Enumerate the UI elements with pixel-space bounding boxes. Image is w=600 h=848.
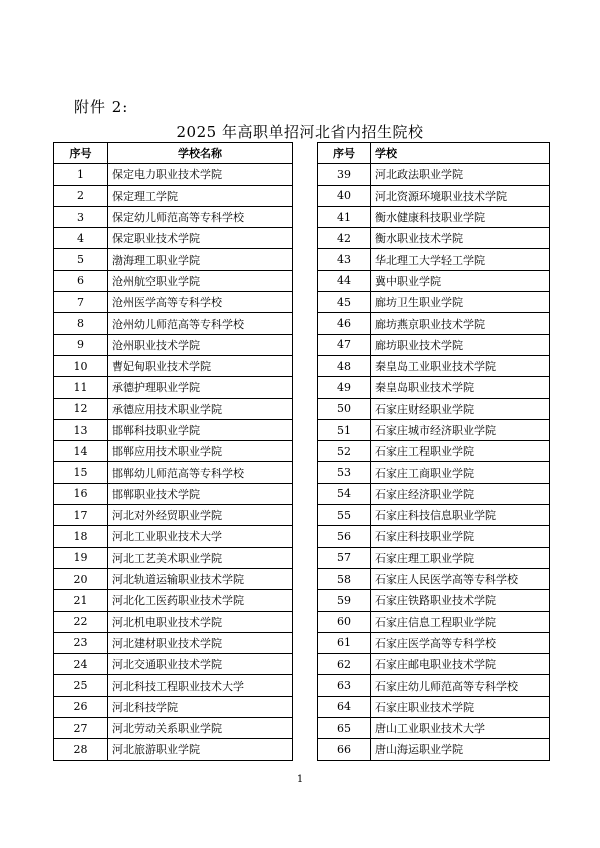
row-serial: 16 [54,483,108,504]
header-school-name: 学校名称 [108,143,293,164]
row-serial: 43 [318,249,371,270]
row-serial: 60 [318,611,371,632]
table-row [318,568,550,589]
row-serial: 18 [54,526,108,547]
row-school-name: 唐山海运职业学院 [371,739,550,760]
row-school-name: 石家庄经济职业学院 [371,483,550,504]
row-school-name: 河北对外经贸职业学院 [108,505,293,526]
table-row [54,568,293,589]
row-school-name: 石家庄职业技术学院 [371,696,550,717]
table-row [318,505,550,526]
row-serial: 59 [318,590,371,611]
row-school-name: 石家庄幼儿师范高等专科学校 [371,675,550,696]
header-serial: 序号 [318,143,371,164]
row-serial: 65 [318,718,371,739]
table-row [54,313,293,334]
row-school-name: 衡水健康科技职业学院 [371,206,550,227]
row-school-name: 秦皇岛职业技术学院 [371,377,550,398]
row-serial: 48 [318,355,371,376]
table-row [54,185,293,206]
table-row [54,632,293,653]
row-school-name: 保定理工学院 [108,185,293,206]
table-row [54,505,293,526]
row-school-name: 廊坊燕京职业技术学院 [371,313,550,334]
row-school-name: 石家庄工程职业学院 [371,441,550,462]
table-row [54,228,293,249]
row-school-name: 河北机电职业技术学院 [108,611,293,632]
table-row [318,228,550,249]
row-school-name: 河北劳动关系职业学院 [108,718,293,739]
row-school-name: 华北理工大学轻工学院 [371,249,550,270]
row-serial: 25 [54,675,108,696]
row-school-name: 河北资源环境职业技术学院 [371,185,550,206]
row-serial: 27 [54,718,108,739]
table-row [318,462,550,483]
row-school-name: 石家庄理工职业学院 [371,547,550,568]
row-serial: 21 [54,590,108,611]
row-serial: 28 [54,739,108,760]
row-school-name: 石家庄科技职业学院 [371,526,550,547]
row-serial: 46 [318,313,371,334]
row-school-name: 衡水职业技术学院 [371,228,550,249]
table-row [318,270,550,291]
school-table-right [317,142,550,761]
row-school-name: 沧州医学高等专科学校 [108,292,293,313]
row-school-name: 邯郸应用技术职业学院 [108,441,293,462]
row-school-name: 石家庄科技信息职业学院 [371,505,550,526]
table-row [318,164,550,185]
row-serial: 49 [318,377,371,398]
table-row [54,164,293,185]
table-row [54,590,293,611]
table-row [54,270,293,291]
table-row [318,718,550,739]
row-serial: 23 [54,632,108,653]
row-school-name: 河北科技学院 [108,696,293,717]
row-serial: 57 [318,547,371,568]
table-row [318,696,550,717]
table-row [318,313,550,334]
table-row [54,377,293,398]
row-school-name: 邯郸幼儿师范高等专科学校 [108,462,293,483]
row-school-name: 石家庄工商职业学院 [371,462,550,483]
row-serial: 50 [318,398,371,419]
row-school-name: 廊坊职业技术学院 [371,334,550,355]
table-row [54,696,293,717]
row-serial: 19 [54,547,108,568]
header-serial: 序号 [54,143,108,164]
row-school-name: 邯郸科技职业学院 [108,419,293,440]
table-row [318,292,550,313]
row-school-name: 河北交通职业技术学院 [108,654,293,675]
table-row [54,419,293,440]
row-school-name: 邯郸职业技术学院 [108,483,293,504]
row-school-name: 石家庄医学高等专科学校 [371,632,550,653]
page-title: 2025 年高职单招河北省内招生院校 [176,123,424,141]
table-row [54,355,293,376]
table-row [54,675,293,696]
row-school-name: 石家庄人民医学高等专科学校 [371,568,550,589]
table-row [318,632,550,653]
table-row [318,355,550,376]
row-serial: 55 [318,505,371,526]
row-serial: 58 [318,568,371,589]
row-serial: 64 [318,696,371,717]
row-serial: 52 [318,441,371,462]
row-school-name: 秦皇岛工业职业技术学院 [371,355,550,376]
row-serial: 61 [318,632,371,653]
row-school-name: 河北轨道运输职业技术学院 [108,568,293,589]
table-row [318,547,550,568]
table-row [318,611,550,632]
row-school-name: 河北建材职业技术学院 [108,632,293,653]
row-school-name: 保定电力职业技术学院 [108,164,293,185]
row-school-name: 廊坊卫生职业学院 [371,292,550,313]
row-school-name: 沧州航空职业学院 [108,270,293,291]
row-serial: 53 [318,462,371,483]
row-serial: 10 [54,355,108,376]
row-school-name: 石家庄信息工程职业学院 [371,611,550,632]
table-row [54,249,293,270]
table-row [318,590,550,611]
row-serial: 12 [54,398,108,419]
row-school-name: 河北工业职业技术大学 [108,526,293,547]
row-serial: 20 [54,568,108,589]
row-school-name: 石家庄铁路职业技术学院 [371,590,550,611]
row-serial: 8 [54,313,108,334]
table-header-row [54,143,293,164]
row-school-name: 石家庄城市经济职业学院 [371,419,550,440]
table-row [54,526,293,547]
row-school-name: 冀中职业学院 [371,270,550,291]
table-row [54,611,293,632]
row-school-name: 石家庄邮电职业技术学院 [371,654,550,675]
row-school-name: 石家庄财经职业学院 [371,398,550,419]
row-serial: 9 [54,334,108,355]
row-school-name: 渤海理工职业学院 [108,249,293,270]
table-row [318,419,550,440]
row-serial: 11 [54,377,108,398]
row-serial: 44 [318,270,371,291]
row-serial: 66 [318,739,371,760]
table-row [318,675,550,696]
table-row [54,334,293,355]
row-school-name: 河北工艺美术职业学院 [108,547,293,568]
row-serial: 24 [54,654,108,675]
row-serial: 54 [318,483,371,504]
page-number: 1 [296,774,304,785]
table-row [54,292,293,313]
row-serial: 26 [54,696,108,717]
row-school-name: 承德护理职业学院 [108,377,293,398]
table-row [318,398,550,419]
row-serial: 2 [54,185,108,206]
table-row [54,547,293,568]
row-serial: 1 [54,164,108,185]
row-serial: 51 [318,419,371,440]
row-serial: 22 [54,611,108,632]
row-serial: 17 [54,505,108,526]
table-row [54,462,293,483]
row-school-name: 承德应用技术职业学院 [108,398,293,419]
table-row [318,334,550,355]
row-school-name: 曹妃甸职业技术学院 [108,355,293,376]
row-school-name: 沧州职业技术学院 [108,334,293,355]
row-serial: 6 [54,270,108,291]
table-row [318,483,550,504]
row-serial: 41 [318,206,371,227]
table-row [318,206,550,227]
row-serial: 45 [318,292,371,313]
row-serial: 13 [54,419,108,440]
row-serial: 15 [54,462,108,483]
school-table-left [53,142,293,761]
row-serial: 42 [318,228,371,249]
row-serial: 62 [318,654,371,675]
row-serial: 3 [54,206,108,227]
row-serial: 7 [54,292,108,313]
table-row [318,526,550,547]
row-school-name: 河北化工医药职业技术学院 [108,590,293,611]
row-serial: 4 [54,228,108,249]
row-serial: 47 [318,334,371,355]
table-header-row [318,143,550,164]
table-row [54,398,293,419]
row-school-name: 河北科技工程职业技术大学 [108,675,293,696]
row-serial: 63 [318,675,371,696]
row-serial: 39 [318,164,371,185]
row-serial: 40 [318,185,371,206]
table-row [54,654,293,675]
row-school-name: 保定职业技术学院 [108,228,293,249]
table-row [318,739,550,760]
row-serial: 14 [54,441,108,462]
table-row [318,249,550,270]
row-school-name: 保定幼儿师范高等专科学校 [108,206,293,227]
table-row [318,441,550,462]
table-row [54,206,293,227]
table-row [318,185,550,206]
table-row [318,377,550,398]
row-school-name: 河北政法职业学院 [371,164,550,185]
table-row [54,718,293,739]
row-school-name: 河北旅游职业学院 [108,739,293,760]
table-row [54,441,293,462]
table-row [54,739,293,760]
header-school: 学校 [371,143,550,164]
row-school-name: 唐山工业职业技术大学 [371,718,550,739]
table-row [318,654,550,675]
row-serial: 56 [318,526,371,547]
row-serial: 5 [54,249,108,270]
table-row [54,483,293,504]
row-school-name: 沧州幼儿师范高等专科学校 [108,313,293,334]
attachment-label: 附件 2: [74,98,129,116]
